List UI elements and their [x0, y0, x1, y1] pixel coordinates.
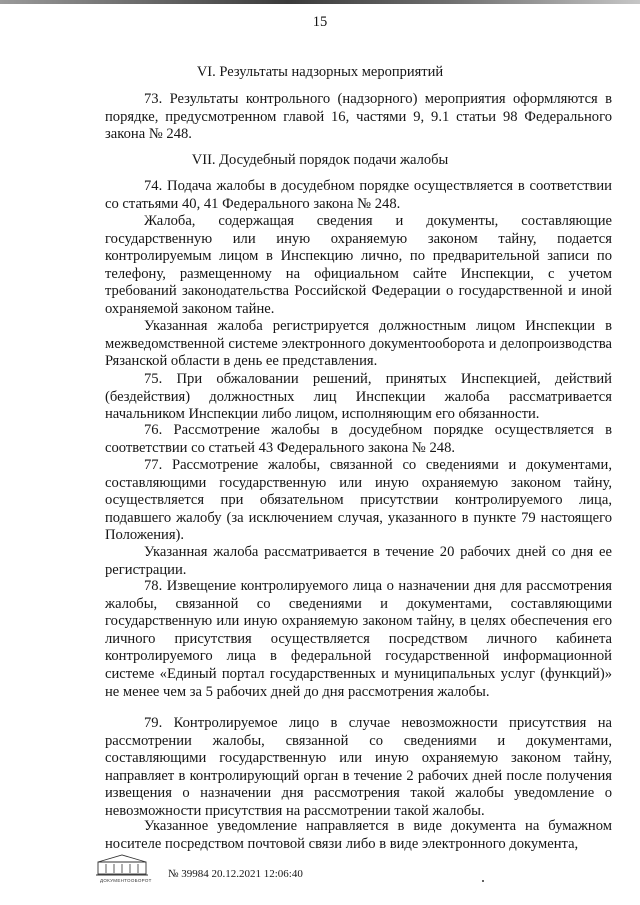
page-number: 15: [312, 14, 328, 30]
paragraph-76: 76. Рассмотрение жалобы в досудебном порядке осуществляется в соответствии со статьей 43 Федерального закона № 248.: [105, 422, 612, 456]
paragraph-73: 73. Результаты контрольного (надзорного) мероприятия оформляются в порядке, предусмотренном главой 16, частями 9, 9.1 статьи 98 Федерального закона № 248.: [105, 91, 612, 143]
paragraph-79: 79. Контролируемое лицо в случае невозможности присутствия на рассмотрении жалобы, связанной со сведениями и документами, составляющими государственную или иную охраняемую законом тайну, направляет в контролирующий орган в течение 2 рабочих дней после получения извещения о назначении дня рассмотрения такой жалобы уведомление о невозможности присутствия на рассмотрении такой жалобы.: [105, 715, 612, 819]
section-heading-vi: VI. Результаты надзорных мероприятий: [196, 64, 444, 80]
document-stamp-icon: [92, 853, 152, 877]
section-heading-vii: VII. Досудебный порядок подачи жалобы: [191, 152, 449, 168]
scan-speck: [482, 880, 484, 882]
paragraph-77-term: Указанная жалоба рассматривается в течение 20 рабочих дней со дня ее регистрации.: [105, 544, 612, 578]
scan-edge: [0, 0, 640, 4]
paragraph-79-notice: Указанное уведомление направляется в виде документа на бумажном носителе посредством почтовой связи либо в виде электронного документа,: [105, 818, 612, 852]
paragraph-77: 77. Рассмотрение жалобы, связанной со сведениями и документами, составляющими государственную или иную охраняемую законом тайну, осуществляется при обязательном присутствии контролируемого лица, подавшего жалобу (за исключением случая, указанного в пункте 79 настоящего Положения).: [105, 457, 612, 544]
registration-number: № 39984 20.12.2021 12:06:40: [168, 868, 303, 880]
paragraph-74-registration: Указанная жалоба регистрируется должностным лицом Инспекции в межведомственной системе электронного документооборота и делопроизводства Рязанской области в день ее представления.: [105, 318, 612, 370]
stamp-caption: ДОКУМЕНТООБОРОТ: [100, 878, 152, 883]
paragraph-74-secret: Жалоба, содержащая сведения и документы, составляющие государственную или иную охраняемую законом тайну, подается контролируемым лицом в Инспекцию лично, по предварительной записи по телефону, размещенному на официальном сайте Инспекции, с учетом требований законодательства Российской Федерации о государственной и иной охраняемой законом тайне.: [105, 213, 612, 317]
paragraph-75: 75. При обжаловании решений, принятых Инспекцией, действий (бездействия) должностных лиц Инспекции жалоба рассматривается начальником Инспекции либо лицом, исполняющим его обязанности.: [105, 371, 612, 423]
paragraph-78: 78. Извещение контролируемого лица о назначении дня для рассмотрения жалобы, связанной со сведениями и документами, составляющими государственную или иную охраняемую законом тайну, в целях обеспечения его личного присутствия осуществляется посредством личного кабинета контролируемого лица в федеральной государственной информационной системе «Единый портал государственных и муниципальных услуг (функций)» не менее чем за 5 рабочих дней до дня рассмотрения жалобы.: [105, 578, 612, 700]
paragraph-74: 74. Подача жалобы в досудебном порядке осуществляется в соответствии со статьями 40, 41 Федерального закона № 248.: [105, 178, 612, 212]
